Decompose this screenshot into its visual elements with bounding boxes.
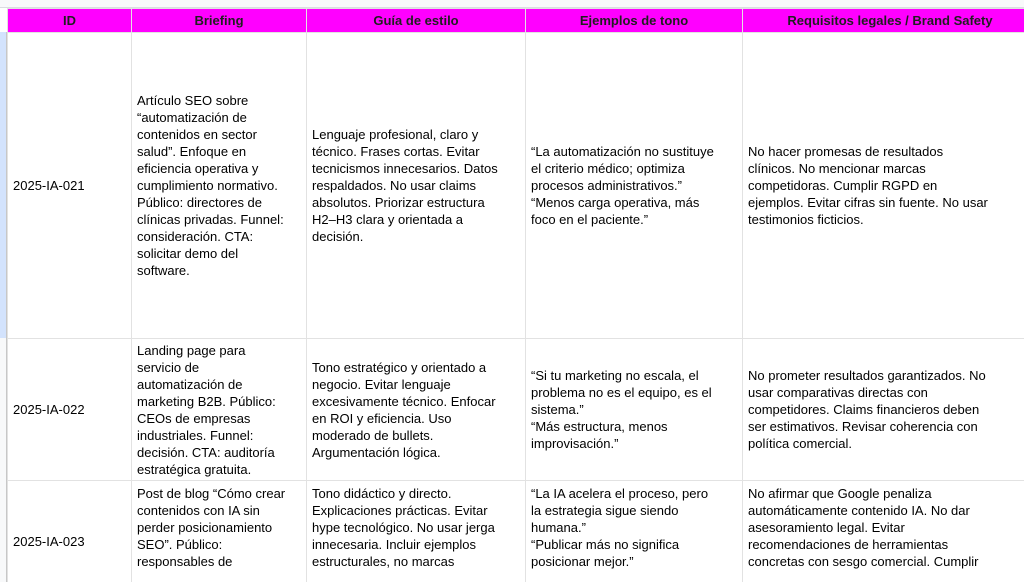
cell-text-line: contenidos con IA sin	[137, 503, 260, 518]
cell-text-line: política comercial.	[748, 436, 853, 451]
cell-text-line: No prometer resultados garantizados. No	[748, 368, 986, 383]
cell-text-line: respaldados. No usar claims	[312, 178, 477, 193]
table-row	[8, 339, 1024, 481]
cell-text-line: posicionar mejor.”	[531, 554, 634, 569]
cell-text-line: innecesaria. Incluir ejemplos	[312, 537, 477, 552]
cell-style-guide[interactable]	[307, 339, 526, 481]
row-header-gutter	[0, 32, 7, 582]
cell-text-line: H2–H3 clara y orientada a	[312, 212, 464, 227]
cell-text-line: recomendaciones de herramientas	[748, 537, 949, 552]
header-style-guide[interactable]: Guía de estilo	[307, 9, 526, 33]
cell-text-line: “La automatización no sustituye	[531, 144, 714, 159]
cell-text-line: humana.”	[531, 520, 586, 535]
cell-text-line: testimonios ficticios.	[748, 212, 864, 227]
cell-text-line: software.	[137, 263, 190, 278]
data-table	[7, 8, 1024, 582]
cell-text-line: SEO”. Público:	[137, 537, 223, 552]
header-id[interactable]: ID	[8, 9, 132, 33]
cell-text-line: foco en el paciente.”	[531, 212, 649, 227]
cell-text-line: tecnicismos innecesarios. Datos	[312, 161, 498, 176]
cell-text-line: decisión. CTA: auditoría	[137, 444, 275, 460]
cell-text-line: absolutos. Priorizar estructura	[312, 195, 485, 210]
cell-style-guide[interactable]	[307, 33, 526, 339]
header-row	[8, 9, 1024, 33]
cell-text-line: “Publicar más no significa	[531, 537, 680, 552]
cell-text-line: “automatización de	[137, 110, 247, 125]
cell-text-line: ejemplos. Evitar cifras sin fuente. No usar	[748, 195, 988, 210]
cell-text-line: Lenguaje profesional, claro y	[312, 127, 479, 142]
cell-text-line: eficiencia operativa y	[137, 161, 259, 176]
cell-text-line: técnico. Frases cortas. Evitar	[312, 144, 480, 159]
cell-text-line: estructurales, no marcas	[312, 554, 455, 569]
cell-text-line: servicio de	[137, 359, 200, 375]
cell-text-line: contenidos en sector	[137, 127, 257, 142]
cell-text-line: solicitar demo del	[137, 246, 239, 261]
cell-briefing[interactable]	[132, 481, 307, 582]
cell-text-line: perder posicionamiento	[137, 520, 273, 535]
cell-text-line: ser estimativos. Revisar coherencia con	[748, 419, 978, 434]
cell-text-line: concretas con sesgo comercial. Cumplir	[748, 554, 979, 569]
cell-legal-requirements[interactable]	[743, 339, 1024, 481]
cell-text-line: Tono estratégico y orientado a	[312, 359, 487, 375]
cell-text-line: Tono didáctico y directo.	[312, 486, 452, 501]
cell-text-line: Argumentación lógica.	[312, 444, 441, 460]
cell-id[interactable]: 2025-IA-023	[8, 481, 132, 582]
cell-text-line: usar comparativas directas con	[748, 385, 928, 400]
cell-text-line: Público: directores de	[137, 195, 263, 210]
column-header-strip	[0, 0, 1024, 8]
cell-text-line: “La IA acelera el proceso, pero	[531, 486, 709, 501]
row-selection-indicator	[0, 32, 6, 338]
cell-text-line: competidores. Claims financieros deben	[748, 402, 980, 417]
cell-text-line: en ROI y eficiencia. Uso	[312, 410, 452, 426]
cell-text-line: No hacer promesas de resultados	[748, 144, 944, 159]
cell-text-line: problema no es el equipo, es el	[531, 385, 712, 400]
cell-text-line: salud”. Enfoque en	[137, 144, 247, 159]
cell-text-line: Explicaciones prácticas. Evitar	[312, 503, 488, 518]
cell-id[interactable]: 2025-IA-021	[8, 33, 132, 339]
cell-text-line: decisión.	[312, 229, 364, 244]
cell-text-line: Landing page para	[137, 342, 246, 358]
table-row	[8, 481, 1024, 582]
cell-text-line: negocio. Evitar lenguaje	[312, 376, 451, 392]
cell-tone-examples[interactable]	[526, 339, 743, 481]
cell-text-line: asesoramiento legal. Evitar	[748, 520, 905, 535]
cell-text-line: excesivamente técnico. Enfocar	[312, 393, 496, 409]
cell-text-line: “Menos carga operativa, más	[531, 195, 700, 210]
cell-legal-requirements[interactable]	[743, 33, 1024, 339]
header-legal-requirements[interactable]: Requisitos legales / Brand Safety	[743, 9, 1024, 33]
cell-briefing[interactable]	[132, 339, 307, 481]
cell-text-line: la estrategia sigue siendo	[531, 503, 679, 518]
table-row	[8, 33, 1024, 339]
cell-text-line: industriales. Funnel:	[137, 427, 254, 443]
cell-style-guide[interactable]	[307, 481, 526, 582]
cell-text-line: clínicos. No mencionar marcas	[748, 161, 926, 176]
cell-text-line: improvisación.”	[531, 436, 619, 451]
cell-text-line: procesos administrativos.”	[531, 178, 682, 193]
cell-text-line: clínicas privadas. Funnel:	[137, 212, 284, 227]
cell-text-line: el criterio médico; optimiza	[531, 161, 685, 176]
cell-text-line: Artículo SEO sobre	[137, 93, 249, 108]
cell-text-line: “Si tu marketing no escala, el	[531, 368, 699, 383]
cell-text-line: Post de blog “Cómo crear	[137, 486, 286, 501]
cell-text-line: sistema.”	[531, 402, 584, 417]
cell-text-line: hype tecnológico. No usar jerga	[312, 520, 495, 535]
cell-briefing[interactable]	[132, 33, 307, 339]
cell-text-line: CEOs de empresas	[137, 410, 251, 426]
cell-text-line: moderado de bullets.	[312, 427, 434, 443]
header-tone-examples[interactable]: Ejemplos de tono	[526, 9, 743, 33]
cell-text-line: “Más estructura, menos	[531, 419, 668, 434]
cell-text-line: automáticamente contenido IA. No dar	[748, 503, 970, 518]
cell-text-line: competidoras. Cumplir RGPD en	[748, 178, 938, 193]
cell-text-line: No afirmar que Google penaliza	[748, 486, 932, 501]
cell-text-line: cumplimiento normativo.	[137, 178, 278, 193]
cell-legal-requirements[interactable]	[743, 481, 1024, 582]
cell-text-line: automatización de	[137, 376, 243, 392]
cell-id[interactable]: 2025-IA-022	[8, 339, 132, 481]
cell-text-line: marketing B2B. Público:	[137, 393, 276, 409]
cell-text-line: consideración. CTA:	[137, 229, 254, 244]
cell-text-line: responsables de	[137, 554, 233, 569]
header-briefing[interactable]: Briefing	[132, 9, 307, 33]
cell-tone-examples[interactable]	[526, 33, 743, 339]
cell-text-line: estratégica gratuita.	[137, 461, 252, 477]
cell-tone-examples[interactable]	[526, 481, 743, 582]
